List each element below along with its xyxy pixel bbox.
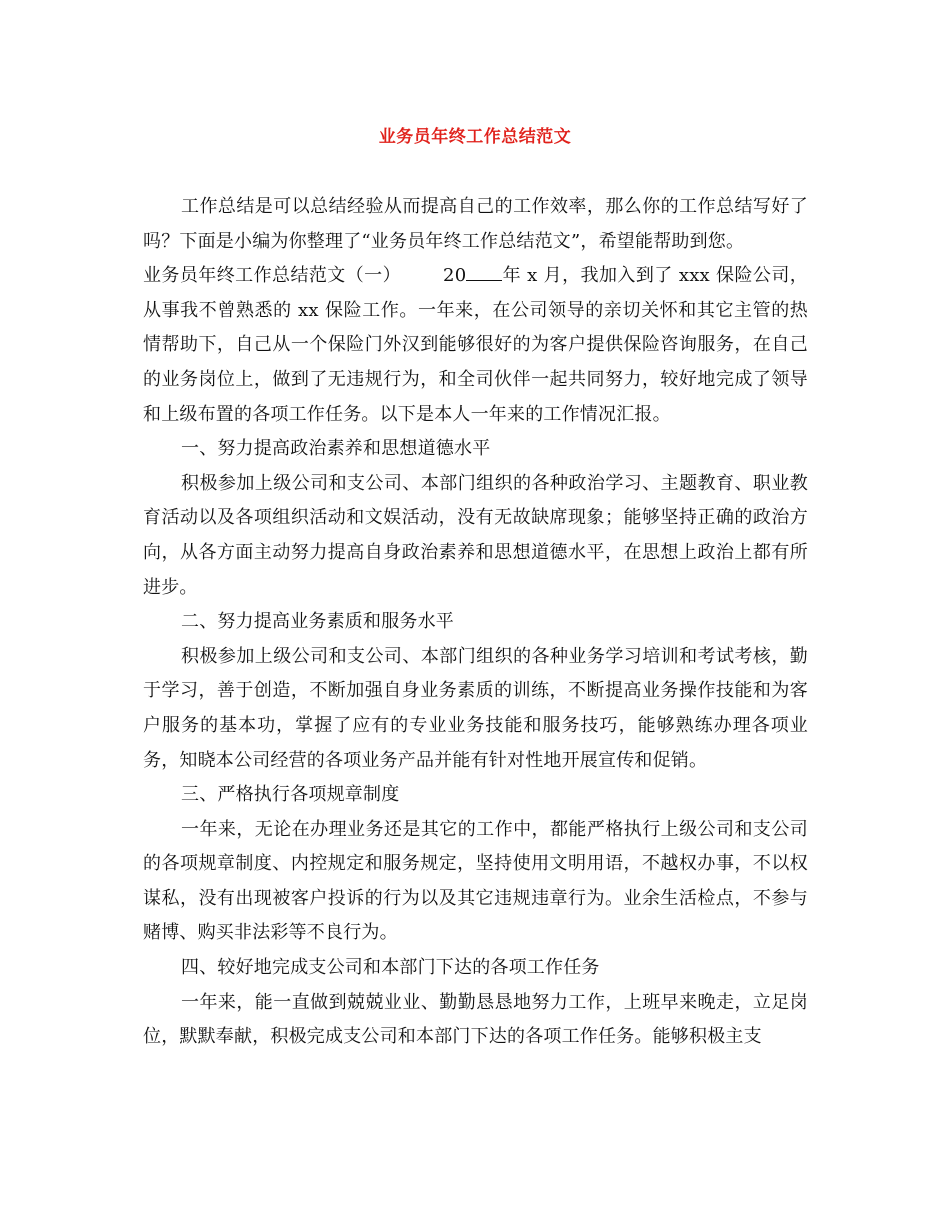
section-heading-1: 一、努力提高政治素养和思想道德水平 [181,438,491,460]
section-paragraph-2: 积极参加上级公司和支公司、本部门组织的各种业务学习培训和考试考核，勤于学习，善于创造，不断加强自身业务素质的训练，不断提高业务操作技能和为客户服务的基本功，掌握了应有的专业业务技能和服务技巧，能够熟练办理各项业务，知晓本公司经营的各项业务产品并能有针对性地开展宣传和促销。 [143,645,808,771]
section-heading-4: 四、较好地完成支公司和本部门下达的各项工作任务 [181,957,600,979]
document-title: 业务员年终工作总结范文 [378,127,572,147]
section-heading-2: 二、努力提高业务素质和服务水平 [181,611,454,633]
year-blank-underline [466,279,502,281]
section-heading-3: 三、严格执行各项规章制度 [181,784,400,806]
section-paragraph-4: 一年来，能一直做到兢兢业业、勤勤恳恳地努力工作，上班早来晚走，立足岗位，默默奉献，积极完成支公司和本部门下达的各项工作任务。能够积极主支 [143,991,808,1048]
document-body [143,190,808,1055]
section-paragraph-1: 积极参加上级公司和支公司、本部门组织的各种政治学习、主题教育、职业教育活动以及各项组织活动和文娱活动，没有无故缺席现象；能够坚持正确的政治方向，从各方面主动努力提高自身政治素养和思想道德水平，在思想上政治上都有所进步。 [143,472,808,598]
sample-one-text: 年 x 月，我加入到了 xxx 保险公司，从事我不曾熟悉的 xx 保险工作。一年来，在公司领导的亲切关怀和其它主管的热情帮助下，自己从一个保险门外汉到能够很好的为客户提供保险咨询服务，在自己的业务岗位上，做到了无违规行为，和全司伙伴一起共同努力，较好地完成了领导和上级布置的各项工作任务。以下是本人一年来的工作情况汇报。 [143,265,808,425]
sample-one-label: 业务员年终工作总结范文（一） [143,265,402,287]
year-prefix: 20 [443,265,467,287]
section-paragraph-3: 一年来，无论在办理业务还是其它的工作中，都能严格执行上级公司和支公司的各项规章制度、内控规定和服务规定，坚持使用文明用语，不越权办事，不以权谋私，没有出现被客户投诉的行为以及其它违规违章行为。业余生活检点，不参与赌博、购买非法彩等不良行为。 [143,818,808,944]
intro-paragraph: 工作总结是可以总结经验从而提高自己的工作效率，那么你的工作总结写好了吗？下面是小编为你整理了“业务员年终工作总结范文”，希望能帮助到您。 [143,196,808,252]
sample-one-paragraph [143,259,808,432]
